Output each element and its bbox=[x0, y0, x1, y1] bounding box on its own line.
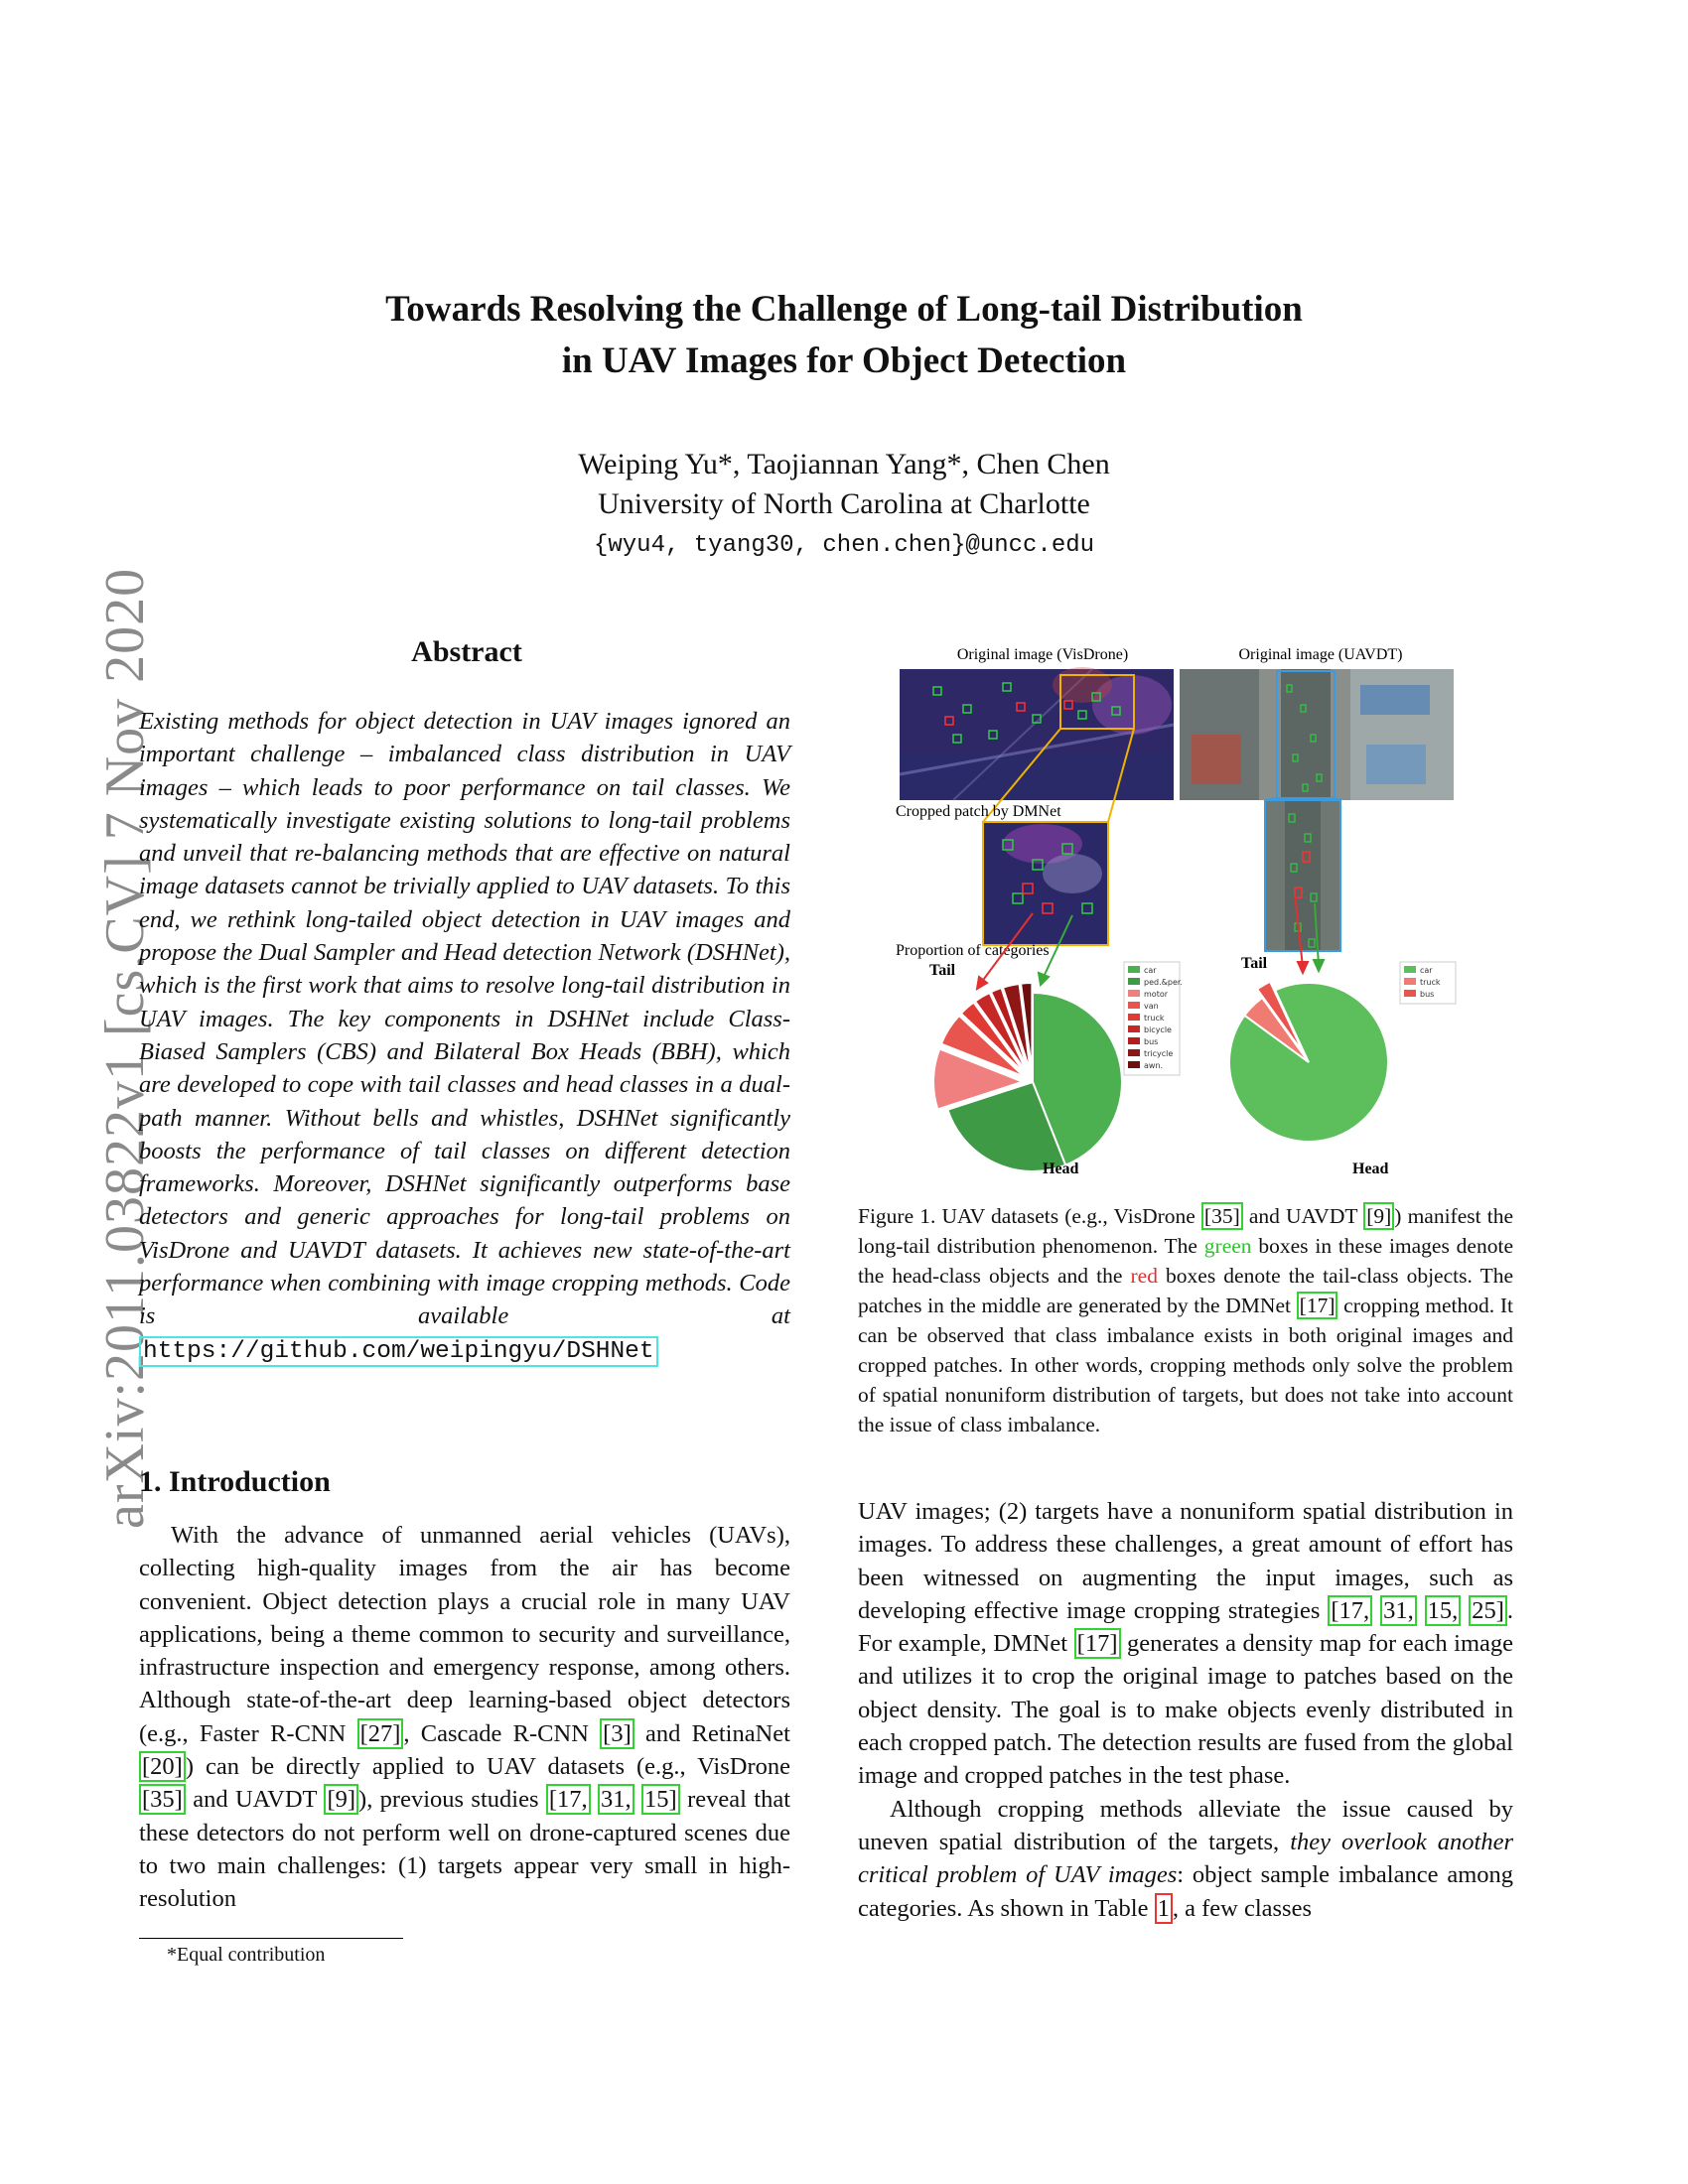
citation[interactable]: 25] bbox=[1469, 1595, 1507, 1626]
text-run: , a few classes bbox=[1172, 1894, 1312, 1922]
text-run: Figure 1. UAV datasets (e.g., VisDrone bbox=[858, 1204, 1201, 1228]
legend-label: bicycle bbox=[1144, 1025, 1172, 1034]
emphasis: they overlook another critical problem of UAV images bbox=[858, 1828, 1513, 1889]
legend-label: truck bbox=[1144, 1014, 1165, 1023]
legend-label: ped.&per. bbox=[1144, 978, 1183, 987]
text-run: Although cropping methods alleviate the issue caused by uneven spatial distribution of the targets, bbox=[858, 1795, 1513, 1855]
intro-heading: 1. Introduction bbox=[139, 1465, 331, 1498]
legend-label: awn. bbox=[1144, 1061, 1164, 1070]
label-visdrone: Original image (VisDrone) bbox=[956, 646, 1129, 663]
citation[interactable]: [9] bbox=[324, 1784, 358, 1815]
pie-visdrone bbox=[933, 983, 1122, 1171]
legend-swatch bbox=[1404, 966, 1416, 973]
citation[interactable]: 31, bbox=[1380, 1595, 1417, 1626]
citation[interactable]: [35] bbox=[1201, 1202, 1243, 1230]
figure-1 bbox=[894, 645, 1509, 1181]
legend-swatch bbox=[1404, 990, 1416, 997]
red-word: red bbox=[1130, 1264, 1158, 1288]
footnote: *Equal contribution bbox=[167, 1944, 326, 1966]
citation[interactable]: [35] bbox=[139, 1784, 186, 1815]
text-run: With the advance of unmanned aerial vehicles (UAVs), collecting high-quality images from the air has become convenient. Object detection plays a crucial role in many UAV applications, being a theme common to security and surveillance, infrastructure inspection and emergency response, among others. Although state-of-the-art deep learning-based object detectors (e.g., Faster R-CNN bbox=[139, 1522, 790, 1747]
paper-title bbox=[199, 284, 1489, 387]
head-label-left: Head bbox=[1043, 1160, 1079, 1177]
legend-label: bus bbox=[1144, 1037, 1159, 1046]
abstract-body bbox=[139, 705, 790, 1368]
legend-label: truck bbox=[1420, 978, 1441, 987]
legend-swatch bbox=[1128, 990, 1140, 997]
head-label-right: Head bbox=[1352, 1160, 1389, 1177]
text-run: ) manifest the long-tail distribution phenomenon. The bbox=[858, 1204, 1513, 1258]
text-run: UAV images; (2) targets have a nonuniform spatial distribution in images. To address these challenges, a great amount of effort has been witnessed on augmenting the input images, such as developing effective image cropping strategies bbox=[858, 1498, 1513, 1624]
text-run: and RetinaNet bbox=[633, 1719, 790, 1747]
text-run: ), previous studies bbox=[358, 1786, 546, 1814]
text-run: boxes in these images denote the head-class objects and the bbox=[858, 1234, 1513, 1288]
legend-swatch bbox=[1128, 1025, 1140, 1032]
green-word: green bbox=[1203, 1234, 1252, 1258]
intro-body bbox=[139, 1519, 790, 1916]
legend-swatch bbox=[1128, 966, 1140, 973]
visdrone-patch bbox=[983, 822, 1108, 945]
tail-label-right: Tail bbox=[1241, 955, 1268, 972]
legend-label: bus bbox=[1420, 990, 1435, 999]
text-run: and UAVDT bbox=[185, 1786, 325, 1814]
citation[interactable]: 15, bbox=[1425, 1595, 1462, 1626]
text-run: , Cascade R-CNN bbox=[403, 1719, 601, 1747]
citation[interactable]: [20] bbox=[139, 1751, 186, 1782]
uavdt-patch bbox=[1265, 800, 1340, 951]
email: {wyu4, tyang30, chen.chen}@uncc.edu bbox=[593, 532, 1095, 559]
legend-label: van bbox=[1144, 1002, 1159, 1011]
arxiv-sidebar bbox=[28, 567, 156, 1529]
citation[interactable]: 15] bbox=[641, 1784, 680, 1815]
legend-swatch bbox=[1404, 978, 1416, 985]
citation[interactable]: [3] bbox=[600, 1718, 634, 1749]
citation[interactable]: [9] bbox=[1363, 1202, 1394, 1230]
figure-caption bbox=[858, 1201, 1513, 1439]
label-uavdt: Original image (UAVDT) bbox=[1238, 646, 1403, 663]
text-run: reveal that these detectors do not perform well on drone-captured scenes due to two main challenges: (1) targets appear very small in high-resolution bbox=[139, 1786, 791, 1913]
legend-label: tricycle bbox=[1144, 1049, 1174, 1058]
uavdt-image bbox=[1180, 669, 1454, 800]
pie-uavdt bbox=[1229, 982, 1388, 1142]
text-run: cropping method. It can be observed that class imbalance exists in both original images and cropped patches. In other words, cropping methods only solve the problem of spatial nonuniform distribution of targets, but does not take into account the issue of class imbalance. bbox=[858, 1294, 1513, 1436]
right-column-body bbox=[858, 1495, 1513, 1925]
affiliation: University of North Carolina at Charlotte bbox=[598, 487, 1090, 520]
legend-visdrone bbox=[1124, 962, 1183, 1075]
text-run: : object sample imbalance among categories. As shown in Table bbox=[858, 1861, 1514, 1922]
legend-swatch bbox=[1128, 1014, 1140, 1021]
abstract-heading: Abstract bbox=[411, 635, 522, 668]
text-run: . For example, DMNet bbox=[858, 1596, 1514, 1658]
right-paragraph-2 bbox=[858, 1793, 1513, 1925]
legend-swatch bbox=[1128, 1049, 1140, 1056]
text-run: ) can be directly applied to UAV datasets (e.g., VisDrone bbox=[185, 1753, 790, 1781]
label-cropped: Cropped patch by DMNet bbox=[896, 803, 1061, 820]
legend-label: car bbox=[1420, 966, 1433, 975]
abstract-text: Existing methods for object detection in UAV images ignored an important challenge – imbalanced class distribution in UAV images – which leads to poor performance on tail classes. We systematically investigate existing solutions to long-tail problems and unveil that re-balancing methods that are effective on natural image datasets cannot be trivially applied to UAV datasets. To this end, we rethink long-tailed object detection in UAV images and propose the Dual Sampler and Head detection Network (DSHNet), which is the first work that aims to resolve long-tail distribution in UAV images. The key components in DSHNet include Class-Biased Samplers (CBS) and Bilateral Box Heads (BBH), which are developed to cope with tail classes and head classes in a dual-path manner. Without bells and whistles, DSHNet significantly boosts the performance of tail classes on different detection frameworks. Moreover, DSHNet significantly outperforms base detectors and generic approaches for long-tail problems on VisDrone and UAVDT datasets. It achieves new state-of-the-art performance when combining with image cropping methods. Code is available at bbox=[139, 708, 790, 1330]
legend-swatch bbox=[1128, 978, 1140, 985]
text-run: and UAVDT bbox=[1242, 1204, 1364, 1228]
tail-label-left: Tail bbox=[929, 962, 956, 979]
author-block bbox=[199, 445, 1489, 524]
legend-swatch bbox=[1128, 1037, 1140, 1044]
legend-label: motor bbox=[1144, 990, 1169, 999]
citation[interactable]: [17, bbox=[1328, 1595, 1372, 1626]
footnote-rule bbox=[139, 1938, 403, 1939]
arxiv-id: arXiv:2011.03822v1 [cs.CV] 7 Nov 2020 bbox=[94, 567, 156, 1529]
legend-swatch bbox=[1128, 1002, 1140, 1009]
right-paragraph-1 bbox=[858, 1495, 1513, 1793]
title-line-2: in UAV Images for Object Detection bbox=[561, 341, 1127, 381]
intro-paragraph bbox=[139, 1519, 790, 1916]
label-proportion: Proportion of categories bbox=[896, 942, 1050, 959]
code-link[interactable]: https://github.com/weipingyu/DSHNet bbox=[139, 1336, 658, 1367]
text-run: boxes denote the tail-class objects. The patches in the middle are generated by the DMNet bbox=[858, 1264, 1513, 1317]
legend-label: car bbox=[1144, 966, 1157, 975]
authors: Weiping Yu*, Taojiannan Yang*, Chen Chen bbox=[578, 448, 1110, 480]
title-line-1: Towards Resolving the Challenge of Long-tail Distribution bbox=[385, 289, 1303, 330]
citation[interactable]: [17] bbox=[1074, 1628, 1121, 1659]
text-run: generates a density map for each image and utilizes it to crop the original image to patches based on the object density. The goal is to make objects evenly distributed in each cropped patch. The detection results are fused from the global image and cropped patches in the test phase. bbox=[858, 1630, 1513, 1790]
citation[interactable]: [27] bbox=[357, 1718, 404, 1749]
table-ref[interactable]: 1 bbox=[1155, 1893, 1173, 1924]
citation[interactable]: 31, bbox=[598, 1784, 634, 1815]
legend-uavdt bbox=[1400, 962, 1456, 1004]
citation[interactable]: [17] bbox=[1297, 1292, 1338, 1319]
citation[interactable]: [17, bbox=[546, 1784, 591, 1815]
legend-swatch bbox=[1128, 1061, 1140, 1068]
